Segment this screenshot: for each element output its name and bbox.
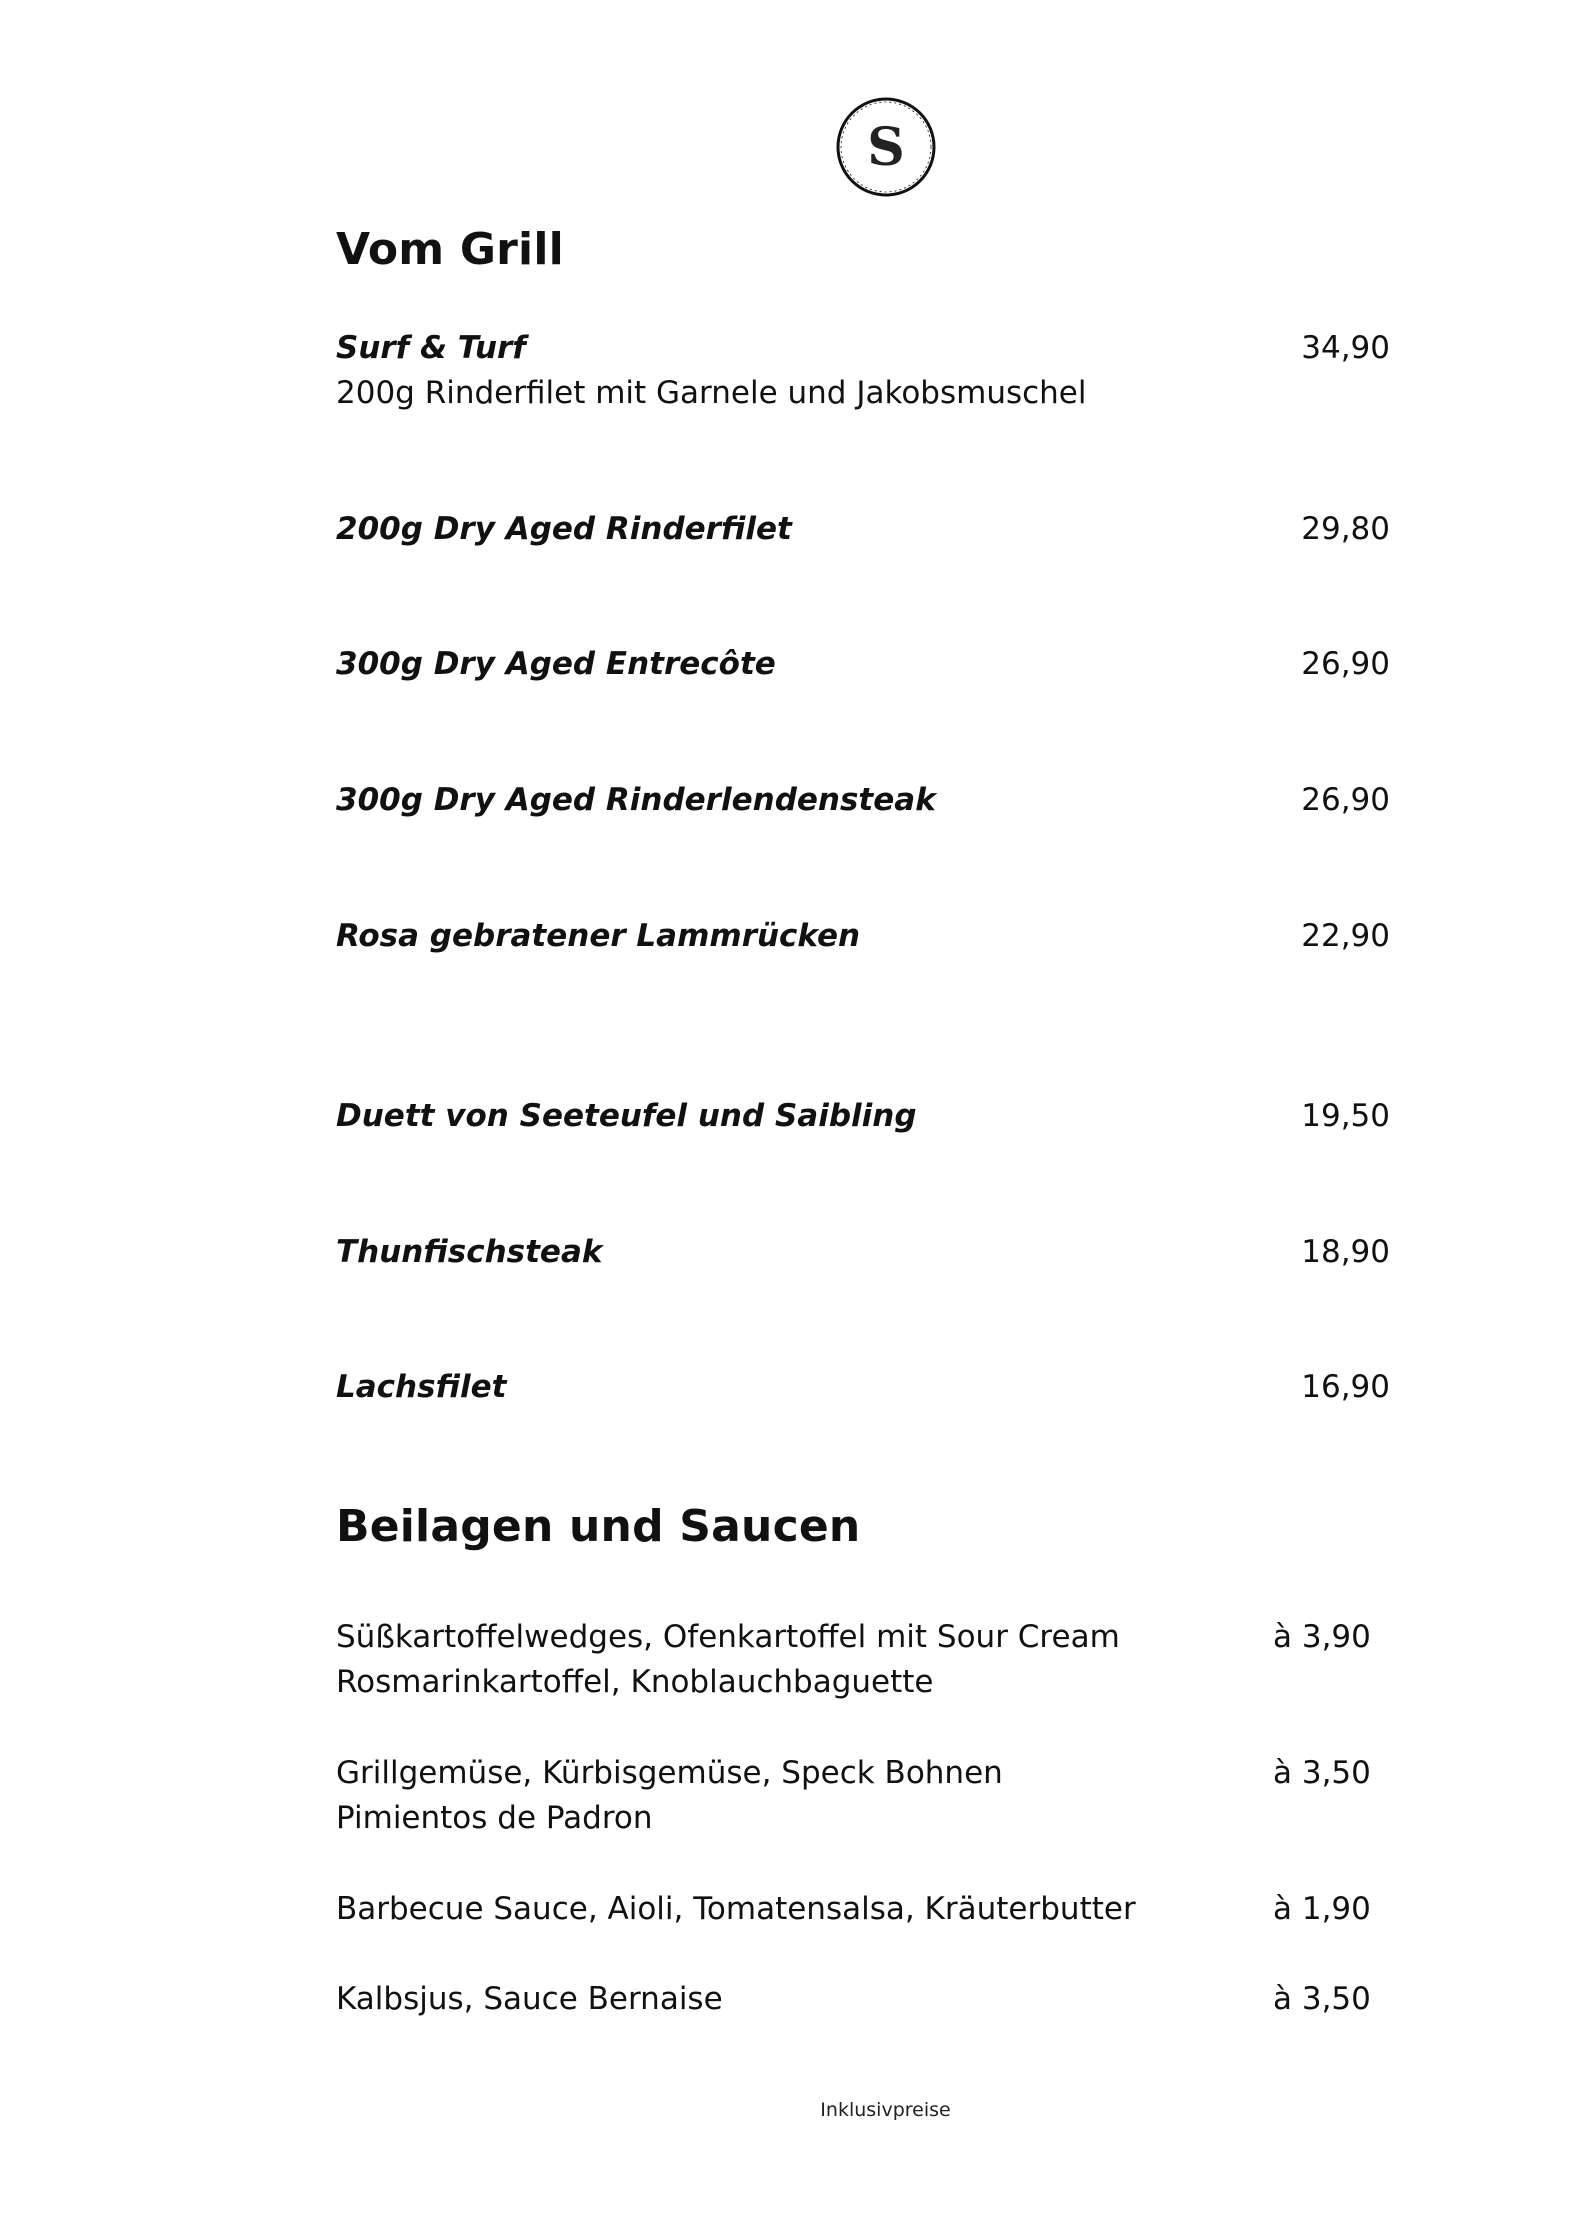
menu-item-name: Thunfischsteak (336, 1234, 603, 1270)
side-item-line: Rosmarinkartoffel, Knoblauchbaguette (336, 1664, 934, 1700)
menu-item-price: 19,50 (1301, 1098, 1390, 1134)
side-item-price: à 3,50 (1273, 1755, 1371, 1791)
menu-item-name: Lachsfilet (336, 1369, 507, 1405)
side-item-line: Grillgemüse, Kürbisgemüse, Speck Bohnen (336, 1755, 1003, 1791)
side-item-line: Süßkartoffelwedges, Ofenkartoffel mit Sour Cream (336, 1619, 1120, 1655)
s-monogram-seal-icon (834, 95, 938, 199)
side-item-price: à 1,90 (1273, 1891, 1371, 1927)
section-title-sides: Beilagen und Saucen (336, 1501, 861, 1552)
menu-item-description: 200g Rinderfilet mit Garnele und Jakobsmuschel (336, 375, 1087, 411)
menu-item-name: Surf & Turf (336, 330, 526, 366)
menu-item-price: 29,80 (1301, 511, 1390, 547)
menu-item-price: 34,90 (1301, 330, 1390, 366)
menu-item-name: 300g Dry Aged Entrecôte (336, 646, 776, 682)
side-item-price: à 3,50 (1273, 1981, 1371, 2017)
menu-item-price: 26,90 (1301, 782, 1390, 818)
menu-item-name: 300g Dry Aged Rinderlendensteak (336, 782, 936, 818)
logo (834, 95, 938, 199)
menu-item-price: 26,90 (1301, 646, 1390, 682)
menu-item-price: 22,90 (1301, 918, 1390, 954)
menu-item-name: Rosa gebratener Lammrücken (336, 918, 861, 954)
menu-item-price: 18,90 (1301, 1234, 1390, 1270)
section-title-grill: Vom Grill (336, 224, 564, 275)
footer-note: Inklusivpreise (820, 2099, 951, 2121)
side-item-line: Pimientos de Padron (336, 1800, 653, 1836)
side-item-line: Kalbsjus, Sauce Bernaise (336, 1981, 723, 2017)
side-item-price: à 3,90 (1273, 1619, 1371, 1655)
svg-text:S: S (867, 117, 905, 178)
menu-item-name: Duett von Seeteufel und Saibling (336, 1098, 917, 1134)
menu-item-price: 16,90 (1301, 1369, 1390, 1405)
menu-item-name: 200g Dry Aged Rinderfilet (336, 511, 792, 547)
side-item-line: Barbecue Sauce, Aioli, Tomatensalsa, Kräuterbutter (336, 1891, 1136, 1927)
